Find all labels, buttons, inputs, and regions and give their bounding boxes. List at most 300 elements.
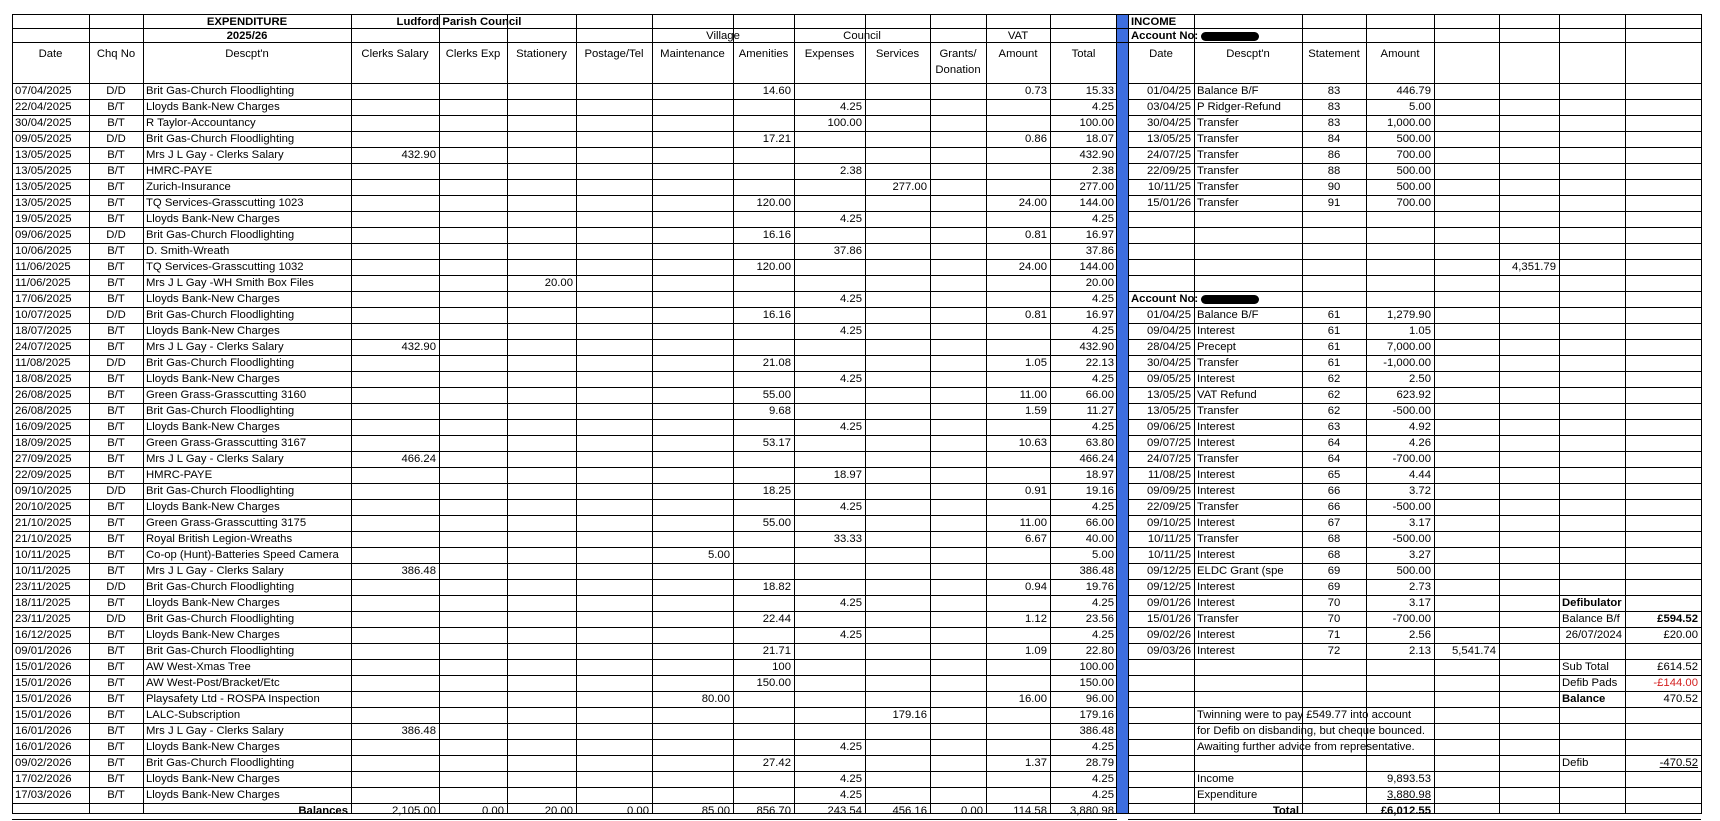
- expense-value: 120.00: [756, 197, 791, 209]
- expense-description: Lloyds Bank-New Charges: [146, 741, 280, 753]
- income-value: Interest: [1197, 597, 1235, 609]
- grid-line: [1559, 14, 1560, 814]
- expense-value: D/D: [106, 613, 126, 625]
- income-value: 66: [1327, 501, 1341, 513]
- expense-description: Mrs J L Gay - Clerks Salary: [146, 149, 284, 161]
- income-value: 30/04/25: [1147, 117, 1191, 129]
- expense-value: 277.00: [892, 181, 927, 193]
- expense-value: 16/12/2025: [15, 629, 72, 641]
- income-value: 68: [1327, 533, 1341, 545]
- expense-value: 4.25: [840, 293, 862, 305]
- expense-value: 17/02/2026: [15, 773, 72, 785]
- expense-value: 10/07/2025: [15, 309, 72, 321]
- income-value: 28/04/25: [1147, 341, 1191, 353]
- expense-value: 66.00: [1085, 389, 1114, 401]
- balance-value: 20.00: [544, 805, 573, 817]
- income-value: 4.44: [1409, 469, 1431, 481]
- expense-value: 37.86: [833, 245, 862, 257]
- expense-value: B/T: [107, 565, 125, 577]
- column-header: Clerks Salary: [361, 48, 429, 60]
- expense-value: 23/11/2025: [15, 613, 71, 625]
- expense-value: 0.91: [1025, 485, 1047, 497]
- income-value: 15/01/26: [1147, 613, 1191, 625]
- column-header: Descpt'n: [225, 48, 269, 60]
- expense-value: 100.00: [1079, 117, 1114, 129]
- income-value: 1,000.00: [1387, 117, 1431, 129]
- expense-value: 17/03/2026: [15, 789, 72, 801]
- expense-value: 20/10/2025: [15, 501, 72, 513]
- grid-line: [12, 819, 1117, 820]
- expense-value: 10.63: [1018, 437, 1047, 449]
- expense-value: 0.73: [1025, 85, 1047, 97]
- expense-value: 13/05/2025: [15, 149, 72, 161]
- expense-value: B/T: [107, 741, 125, 753]
- expense-value: 16.16: [762, 229, 791, 241]
- expense-value: B/T: [107, 277, 125, 289]
- summary-value: 3,880.98: [1387, 789, 1431, 801]
- income-value: 71: [1327, 629, 1341, 641]
- defib-label: Defib Pads: [1562, 677, 1618, 689]
- expense-value: 66.00: [1085, 517, 1114, 529]
- expense-value: 16/01/2026: [15, 741, 72, 753]
- grid-line: [733, 14, 734, 814]
- expense-value: B/T: [107, 149, 125, 161]
- expense-value: B/T: [107, 597, 125, 609]
- income-value: Transfer: [1197, 133, 1239, 145]
- expense-value: 5.00: [1092, 549, 1114, 561]
- income-value: -1,000.00: [1383, 357, 1431, 369]
- income-value: 700.00: [1396, 149, 1431, 161]
- income-value: Transfer: [1197, 117, 1239, 129]
- income-value: 1,279.90: [1387, 309, 1431, 321]
- column-header: Date: [38, 48, 63, 60]
- expense-description: Brit Gas-Church Floodlighting: [146, 645, 295, 657]
- income-value: 09/12/25: [1147, 581, 1191, 593]
- column-header: Grants/: [939, 48, 977, 60]
- income-value: 10/11/25: [1147, 181, 1191, 193]
- income-value: ELDC Grant (spe: [1197, 565, 1284, 577]
- grid-line: [576, 14, 577, 814]
- expense-value: 22/04/2025: [15, 101, 72, 113]
- expense-value: 4.25: [1092, 325, 1114, 337]
- income-value: Interest: [1197, 629, 1235, 641]
- expense-description: Green Grass-Grasscutting 3167: [146, 437, 307, 449]
- expense-value: 40.00: [1085, 533, 1114, 545]
- expense-description: AW West-Post/Bracket/Etc: [146, 677, 280, 689]
- expense-value: 100: [772, 661, 791, 673]
- expense-value: 5.00: [708, 549, 730, 561]
- expense-value: 466.24: [1079, 453, 1114, 465]
- income-value: Transfer: [1197, 149, 1239, 161]
- year-label: 2025/26: [226, 30, 268, 42]
- expense-value: 11.00: [1019, 389, 1047, 401]
- income-value: 2.56: [1409, 629, 1431, 641]
- defib-value: £594.52: [1657, 613, 1698, 625]
- expense-description: Royal British Legion-Wreaths: [146, 533, 293, 545]
- grid-line: [865, 14, 866, 814]
- account-label: Account No:: [1131, 292, 1299, 306]
- expense-value: B/T: [107, 789, 125, 801]
- income-column-header: Statement: [1308, 48, 1360, 60]
- income-value: Interest: [1197, 517, 1235, 529]
- expense-value: D/D: [106, 581, 126, 593]
- expenditure-title: EXPENDITURE: [206, 16, 288, 28]
- expense-description: Lloyds Bank-New Charges: [146, 421, 280, 433]
- balance-value: 856.70: [756, 805, 791, 817]
- expense-value: B/T: [107, 213, 125, 225]
- income-value: 3.27: [1409, 549, 1431, 561]
- income-value: 11/08/25: [1147, 469, 1191, 481]
- summary-label: Expenditure: [1197, 789, 1258, 801]
- column-header: Stationery: [516, 48, 567, 60]
- expense-value: 26/08/2025: [15, 389, 72, 401]
- expense-description: LALC-Subscription: [146, 709, 241, 721]
- expense-value: 0.81: [1025, 229, 1047, 241]
- income-value: 2.50: [1409, 373, 1431, 385]
- expense-description: Brit Gas-Church Floodlighting: [146, 309, 295, 321]
- expense-description: Mrs J L Gay - Clerks Salary: [146, 453, 284, 465]
- expense-value: 4.25: [1092, 293, 1114, 305]
- expense-value: 4.25: [840, 373, 862, 385]
- expense-value: 11/06/2025: [15, 277, 71, 289]
- income-value: 24/07/25: [1147, 453, 1191, 465]
- income-value: 500.00: [1396, 133, 1431, 145]
- expense-value: 4.25: [840, 325, 862, 337]
- expense-value: 13/05/2025: [15, 181, 72, 193]
- income-value: 68: [1327, 549, 1341, 561]
- note-text: for Defib on disbanding, but cheque bounced.: [1197, 725, 1425, 737]
- income-value: 09/02/26: [1147, 629, 1191, 641]
- expense-value: 6.67: [1025, 533, 1047, 545]
- grid-line: [1050, 14, 1051, 814]
- balance-value: 85.00: [701, 805, 730, 817]
- expense-value: 18/08/2025: [15, 373, 72, 385]
- balance-value: 0.00: [482, 805, 504, 817]
- expense-description: R Taylor-Accountancy: [146, 117, 256, 129]
- income-value: Transfer: [1197, 501, 1239, 513]
- expense-value: D/D: [106, 309, 126, 321]
- column-header: Clerks Exp: [445, 48, 501, 60]
- expense-description: Brit Gas-Church Floodlighting: [146, 85, 295, 97]
- expense-value: 100.00: [827, 117, 862, 129]
- expense-value: 4.25: [840, 421, 862, 433]
- grid-line: [1128, 211, 1701, 212]
- income-column-header: Descpt'n: [1226, 48, 1270, 60]
- income-value: Interest: [1197, 421, 1235, 433]
- income-value: Transfer: [1197, 357, 1239, 369]
- expense-value: 18.07: [1085, 133, 1114, 145]
- balance-value: 2,105.00: [392, 805, 436, 817]
- grid-line: [143, 14, 144, 814]
- expense-value: 37.86: [1085, 245, 1114, 257]
- income-value: 2.13: [1409, 645, 1431, 657]
- account-total: 5,541.74: [1452, 645, 1496, 657]
- income-value: 22/09/25: [1147, 165, 1191, 177]
- expense-description: Brit Gas-Church Floodlighting: [146, 357, 295, 369]
- balances-label: Balances: [298, 805, 348, 817]
- grid-line: [1128, 819, 1701, 820]
- group-village: Village: [706, 30, 740, 42]
- expense-value: 9.68: [769, 405, 791, 417]
- expense-value: 15/01/2026: [15, 709, 72, 721]
- expense-description: Zurich-Insurance: [146, 181, 231, 193]
- expense-value: 09/10/2025: [15, 485, 72, 497]
- income-value: 13/05/25: [1147, 389, 1191, 401]
- expense-value: 20.00: [544, 277, 573, 289]
- column-header: Postage/Tel: [584, 48, 644, 60]
- account-label: Account No:: [1131, 29, 1299, 43]
- income-value: Interest: [1197, 469, 1235, 481]
- expense-value: 63.80: [1085, 437, 1114, 449]
- expense-value: 15/01/2026: [15, 693, 72, 705]
- income-value: Transfer: [1197, 453, 1239, 465]
- expense-description: Lloyds Bank-New Charges: [146, 213, 280, 225]
- expense-value: 09/05/2025: [15, 133, 72, 145]
- income-value: 4.26: [1409, 437, 1431, 449]
- expense-description: Mrs J L Gay - Clerks Salary: [146, 725, 284, 737]
- income-value: 13/05/25: [1147, 405, 1191, 417]
- expense-value: 15/01/2026: [15, 661, 72, 673]
- account-total: 4,351.79: [1512, 261, 1556, 273]
- grid-line: [507, 14, 508, 814]
- expense-value: B/T: [107, 773, 125, 785]
- expense-value: B/T: [107, 677, 125, 689]
- defib-label: Balance B/f: [1562, 613, 1620, 625]
- expense-value: 16.00: [1018, 693, 1047, 705]
- expense-value: 18.25: [762, 485, 791, 497]
- income-value: 5.00: [1409, 101, 1431, 113]
- expense-value: 20.00: [1085, 277, 1114, 289]
- grid-line: [1116, 14, 1117, 814]
- expense-value: 18.82: [762, 581, 791, 593]
- income-value: 446.79: [1396, 85, 1431, 97]
- income-value: 83: [1327, 101, 1341, 113]
- expense-value: 1.09: [1025, 645, 1047, 657]
- expense-description: Brit Gas-Church Floodlighting: [146, 405, 295, 417]
- defib-value: £614.52: [1657, 661, 1698, 673]
- expense-value: 23/11/2025: [15, 581, 71, 593]
- expense-description: Brit Gas-Church Floodlighting: [146, 133, 295, 145]
- expense-value: 4.25: [1092, 213, 1114, 225]
- expense-value: 1.05: [1025, 357, 1047, 369]
- expense-description: Lloyds Bank-New Charges: [146, 325, 280, 337]
- income-value: 84: [1327, 133, 1341, 145]
- expense-value: 11/08/2025: [15, 357, 71, 369]
- expense-value: B/T: [107, 117, 125, 129]
- expense-value: 22/09/2025: [15, 469, 72, 481]
- column-header: Amount: [998, 48, 1038, 60]
- income-value: 01/04/25: [1147, 85, 1191, 97]
- defib-label: 26/07/2024: [1565, 629, 1622, 641]
- expense-value: 27/09/2025: [15, 453, 72, 465]
- income-value: Transfer: [1197, 405, 1239, 417]
- expense-value: 386.48: [401, 725, 436, 737]
- column-header: Chq No: [96, 48, 136, 60]
- grid-line: [1625, 14, 1626, 814]
- expense-description: Brit Gas-Church Floodlighting: [146, 613, 295, 625]
- income-value: 22/09/25: [1147, 501, 1191, 513]
- expense-value: 10/11/2025: [15, 549, 71, 561]
- grid-line: [1434, 14, 1435, 814]
- grid-line: [1701, 14, 1702, 814]
- balance-value: 0.00: [627, 805, 649, 817]
- expense-value: 13/05/2025: [15, 165, 72, 177]
- income-value: Balance B/F: [1197, 309, 1259, 321]
- expense-value: 100.00: [1079, 661, 1114, 673]
- expense-value: D/D: [106, 85, 126, 97]
- grid-line: [439, 14, 440, 814]
- column-header: Maintenance: [660, 48, 725, 60]
- income-value: 09/07/25: [1147, 437, 1191, 449]
- income-value: 09/10/25: [1147, 517, 1191, 529]
- grid-line: [986, 14, 987, 814]
- grid-line: [1128, 275, 1701, 276]
- defib-label: Balance: [1562, 693, 1606, 705]
- expense-description: Lloyds Bank-New Charges: [146, 597, 280, 609]
- expense-value: 2.38: [840, 165, 862, 177]
- income-value: 70: [1327, 613, 1341, 625]
- income-value: Interest: [1197, 581, 1235, 593]
- expense-value: 277.00: [1079, 181, 1114, 193]
- redacted-mark: [1201, 295, 1259, 304]
- council-name: Ludford Parish Council: [396, 16, 522, 28]
- expense-value: 432.90: [401, 341, 436, 353]
- income-value: P Ridger-Refund: [1197, 101, 1281, 113]
- income-value: 3.17: [1409, 597, 1431, 609]
- expense-value: 386.48: [1079, 565, 1114, 577]
- defib-label: Defib: [1562, 757, 1589, 769]
- expense-value: 432.90: [1079, 341, 1114, 353]
- balance-value: 0.00: [961, 805, 983, 817]
- expense-value: 53.17: [762, 437, 791, 449]
- expense-value: B/T: [107, 693, 125, 705]
- income-value: 61: [1327, 325, 1341, 337]
- expense-value: D/D: [106, 357, 126, 369]
- income-value: 62: [1327, 389, 1341, 401]
- expense-value: 11.00: [1019, 517, 1047, 529]
- expense-description: Mrs J L Gay - Clerks Salary: [146, 341, 284, 353]
- column-header: Donation: [935, 64, 981, 76]
- summary-label: Income: [1197, 773, 1235, 785]
- expense-value: 150.00: [756, 677, 791, 689]
- defib-value: -470.52: [1659, 757, 1698, 769]
- expense-value: 1.37: [1025, 757, 1047, 769]
- expense-description: Mrs J L Gay - Clerks Salary: [146, 565, 284, 577]
- expense-value: 33.33: [833, 533, 862, 545]
- grid-line: [1302, 14, 1303, 814]
- expense-value: 4.25: [840, 741, 862, 753]
- balance-value: 243.54: [827, 805, 862, 817]
- income-value: 3.72: [1409, 485, 1431, 497]
- income-value: 30/04/25: [1147, 357, 1191, 369]
- expense-value: 22.13: [1085, 357, 1114, 369]
- expense-description: Lloyds Bank-New Charges: [146, 773, 280, 785]
- balance-value: 456.16: [892, 805, 927, 817]
- expense-value: 432.90: [1079, 149, 1114, 161]
- grid-line: [1499, 14, 1500, 814]
- expense-value: 09/02/2026: [15, 757, 72, 769]
- expense-description: Playsafety Ltd - ROSPA Inspection: [146, 693, 320, 705]
- expense-value: 19/05/2025: [15, 213, 72, 225]
- note-text: Twinning were to pay £549.77 into account: [1197, 709, 1412, 721]
- income-value: 1.05: [1409, 325, 1431, 337]
- income-value: 13/05/25: [1147, 133, 1191, 145]
- income-value: 09/09/25: [1147, 485, 1191, 497]
- expense-value: B/T: [107, 341, 125, 353]
- group-council: Council: [843, 30, 881, 42]
- expense-value: 0.86: [1025, 133, 1047, 145]
- grid-line: [12, 14, 13, 814]
- income-value: 63: [1327, 421, 1341, 433]
- column-header: Total: [1071, 48, 1096, 60]
- defib-title: Defibulator: [1562, 597, 1622, 609]
- redacted-mark: [1201, 32, 1259, 41]
- expense-value: 466.24: [401, 453, 436, 465]
- expense-value: 4.25: [1092, 501, 1114, 513]
- income-value: 91: [1327, 197, 1341, 209]
- expense-description: Co-op (Hunt)-Batteries Speed Camera: [146, 549, 339, 561]
- expense-value: 27.42: [762, 757, 791, 769]
- expense-description: Brit Gas-Church Floodlighting: [146, 229, 295, 241]
- income-value: -500.00: [1392, 533, 1431, 545]
- expense-description: Lloyds Bank-New Charges: [146, 101, 280, 113]
- expense-value: 16/09/2025: [15, 421, 72, 433]
- expense-value: 4.25: [1092, 629, 1114, 641]
- grid-line: [1128, 14, 1129, 814]
- income-value: 623.92: [1396, 389, 1431, 401]
- expense-value: 21.71: [762, 645, 791, 657]
- expense-value: D/D: [106, 485, 126, 497]
- expense-description: TQ Services-Grasscutting 1032: [146, 261, 304, 273]
- grid-line: [1366, 14, 1367, 814]
- expense-value: 24.00: [1018, 261, 1047, 273]
- expense-description: Lloyds Bank-New Charges: [146, 373, 280, 385]
- income-value: 70: [1327, 597, 1341, 609]
- expense-value: B/T: [107, 165, 125, 177]
- expense-description: Brit Gas-Church Floodlighting: [146, 581, 295, 593]
- expense-value: B/T: [107, 373, 125, 385]
- summary-value: 9,893.53: [1387, 773, 1431, 785]
- expense-value: B/T: [107, 453, 125, 465]
- income-value: 09/12/25: [1147, 565, 1191, 577]
- expense-value: 19.16: [1085, 485, 1114, 497]
- income-value: Transfer: [1197, 197, 1239, 209]
- grid-line: [1128, 243, 1701, 244]
- expense-value: B/T: [107, 725, 125, 737]
- expense-value: 4.25: [840, 789, 862, 801]
- expense-value: B/T: [107, 325, 125, 337]
- expense-value: B/T: [107, 533, 125, 545]
- expense-value: B/T: [107, 645, 125, 657]
- expense-description: TQ Services-Grasscutting 1023: [146, 197, 304, 209]
- expense-description: Lloyds Bank-New Charges: [146, 293, 280, 305]
- income-value: 4.92: [1409, 421, 1431, 433]
- expense-value: 22.44: [762, 613, 791, 625]
- expense-value: 16/01/2026: [15, 725, 72, 737]
- expense-value: 18.97: [1085, 469, 1114, 481]
- expense-value: B/T: [107, 405, 125, 417]
- income-value: Interest: [1197, 437, 1235, 449]
- expense-value: 23.56: [1085, 613, 1114, 625]
- income-value: 3.17: [1409, 517, 1431, 529]
- expense-value: 4.25: [1092, 421, 1114, 433]
- income-value: 88: [1327, 165, 1341, 177]
- income-value: 700.00: [1396, 197, 1431, 209]
- income-value: Interest: [1197, 549, 1235, 561]
- income-value: 2.73: [1409, 581, 1431, 593]
- income-value: -500.00: [1392, 501, 1431, 513]
- expense-value: 17.21: [762, 133, 791, 145]
